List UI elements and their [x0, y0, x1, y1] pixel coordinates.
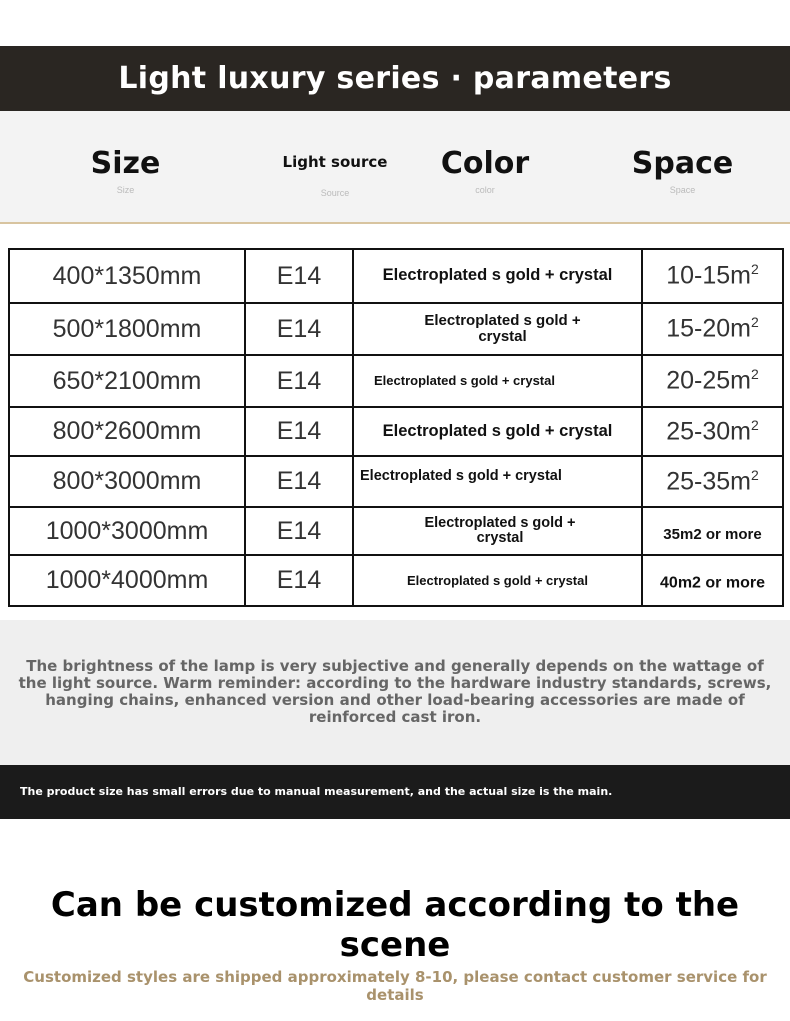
customization-title: Can be customized according to the scene: [50, 885, 740, 965]
header-size: [53, 146, 198, 195]
measurement-note-band: [0, 765, 790, 819]
measurement-note: The product size has small errors due to manual measurement, and the actual size is the main.: [20, 785, 613, 798]
color-cell: Electroplated s gold + crystal: [353, 303, 642, 355]
light-source-cell: E14: [245, 555, 353, 606]
space-superscript: 2: [750, 261, 759, 278]
color-cell: Electroplated s gold + crystal: [353, 249, 642, 303]
size-cell: 1000*3000mm: [9, 507, 245, 555]
header-color-sub: color: [475, 185, 495, 195]
color-cell: Electroplated s gold + crystal: [353, 456, 642, 507]
space-superscript: 2: [750, 466, 759, 483]
section-title-text: Light luxury series · parameters: [118, 61, 672, 96]
space-cell: [642, 407, 783, 456]
table-row: [9, 507, 783, 555]
header-color: [420, 146, 550, 195]
customization-subtitle: Customized styles are shipped approximately 8-10, please contact customer service for details: [23, 968, 767, 1004]
header-space-sub: Space: [669, 185, 696, 195]
table-row: [9, 249, 783, 303]
space-value: 25-35m: [666, 467, 751, 496]
space-value: 25-30m: [666, 417, 751, 446]
size-cell: 650*2100mm: [9, 355, 245, 407]
brightness-note: The brightness of the lamp is very subjective and generally depends on the wattage of the light source. Warm reminder: according to the hardware industry standards, screws, hanging chains, enhanced version and other load-bearing accessories are made of reinforced cast iron.: [18, 657, 772, 726]
table-row: [9, 407, 783, 456]
space-value: 20-25m: [666, 366, 751, 395]
header-light-source-label: Light source: [282, 153, 388, 171]
size-cell: 1000*4000mm: [9, 555, 245, 606]
light-source-cell: E14: [245, 456, 353, 507]
space-value: 15-20m: [666, 314, 751, 343]
header-light-source: [260, 153, 410, 198]
light-source-cell: E14: [245, 507, 353, 555]
header-space: [615, 146, 750, 195]
space-cell: [642, 249, 783, 303]
size-cell: 400*1350mm: [9, 249, 245, 303]
color-cell: Electroplated s gold + crystal: [353, 355, 642, 407]
header-size-sub: Size: [116, 185, 135, 195]
header-space-label: Space: [631, 146, 734, 181]
light-source-cell: E14: [245, 303, 353, 355]
space-superscript: 2: [750, 366, 759, 383]
space-superscript: 2: [750, 314, 759, 331]
column-header-area: [0, 111, 790, 224]
color-cell: Electroplated s gold + crystal: [353, 507, 642, 555]
table-row: [9, 303, 783, 355]
note-area: [0, 620, 790, 765]
space-cell: [642, 355, 783, 407]
table-row: [9, 555, 783, 606]
light-source-cell: E14: [245, 355, 353, 407]
parameters-table: [8, 248, 784, 607]
light-source-cell: E14: [245, 407, 353, 456]
light-source-cell: E14: [245, 249, 353, 303]
header-color-label: Color: [440, 146, 530, 181]
header-size-label: Size: [90, 146, 161, 181]
space-value: 35m2 or more: [663, 525, 762, 543]
color-cell: Electroplated s gold + crystal: [353, 407, 642, 456]
size-cell: 800*3000mm: [9, 456, 245, 507]
table-row: [9, 456, 783, 507]
size-cell: 500*1800mm: [9, 303, 245, 355]
space-cell: [642, 507, 783, 555]
header-light-source-sub: Source: [320, 188, 350, 198]
space-value: 10-15m: [666, 261, 751, 290]
section-title: [0, 46, 790, 111]
space-cell: [642, 456, 783, 507]
color-cell: Electroplated s gold + crystal: [353, 555, 642, 606]
space-cell: [642, 303, 783, 355]
table-row: [9, 355, 783, 407]
space-value: 40m2 or more: [660, 574, 765, 592]
space-cell: [642, 555, 783, 606]
size-cell: 800*2600mm: [9, 407, 245, 456]
space-superscript: 2: [750, 416, 759, 433]
